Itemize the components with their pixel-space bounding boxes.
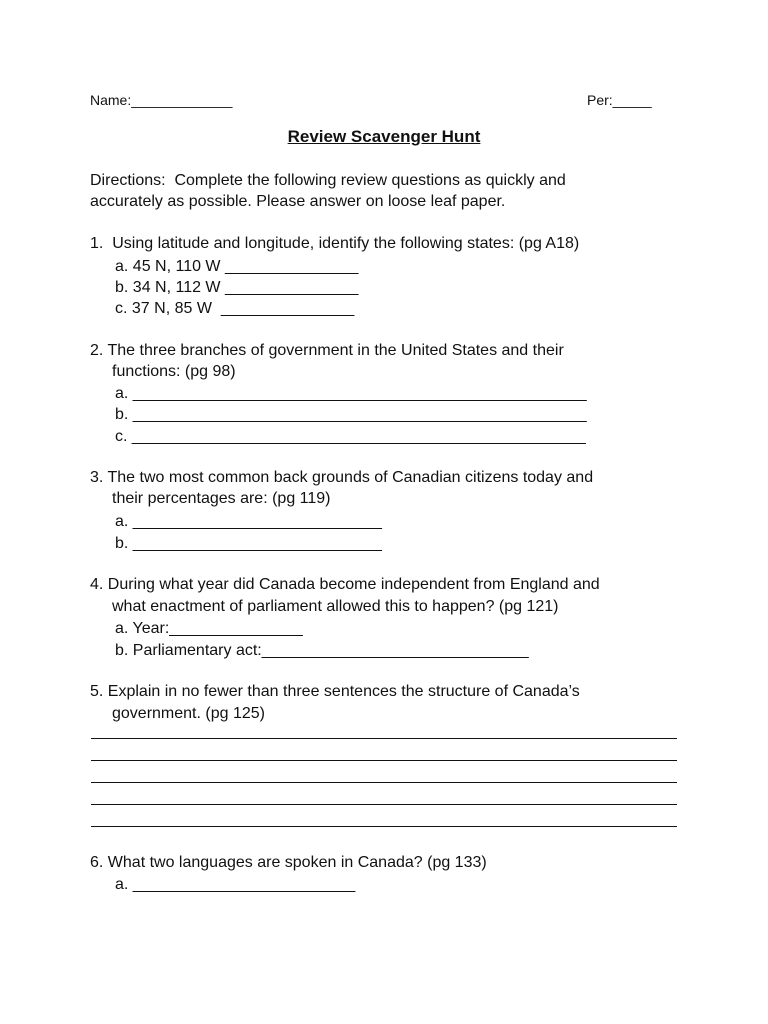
question-2-stem-line-1: 2. The three branches of government in the United States and their [90,342,564,359]
page-title: Review Scavenger Hunt [287,127,481,146]
period-field-label: Per:_____ [587,92,652,108]
question-1-item-b: b. 34 N, 112 W _______________ [115,279,359,296]
question-3-item-a: a. ____________________________ [115,513,382,530]
question-3-stem-line-1: 3. The two most common back grounds of Canadian citizens today and [90,469,594,486]
question-5-stem-line-1: 5. Explain in no fewer than three sentences the structure of Canada’s [90,683,580,700]
question-2-item-a: a. ___________________________________________________ [115,385,587,402]
question-4-item-b: b. Parliamentary act:______________________________ [115,642,529,659]
question-2-item-b: b. ___________________________________________________ [115,406,587,423]
question-3-stem-line-2: their percentages are: (pg 119) [112,490,331,507]
answer-line [91,782,677,783]
question-1-item-c: c. 37 N, 85 W _______________ [115,300,355,317]
question-2-item-c: c. ___________________________________________________ [115,428,586,445]
name-field-label: Name:_____________ [90,92,233,108]
answer-line [91,804,677,805]
question-4-item-a: a. Year:_______________ [115,620,303,637]
question-2-stem-line-2: functions: (pg 98) [112,363,236,380]
question-3-item-b: b. ____________________________ [115,535,382,552]
directions-line-2: accurately as possible. Please answer on loose leaf paper. [90,193,506,210]
question-1-item-a: a. 45 N, 110 W _______________ [115,258,359,275]
answer-line [91,760,677,761]
directions-line-1: Directions: Complete the following review questions as quickly and [90,172,566,189]
question-5-stem-line-2: government. (pg 125) [112,705,265,722]
answer-line [91,738,677,739]
answer-line [91,826,677,827]
question-6-item-a: a. _________________________ [115,876,356,893]
question-6-stem: 6. What two languages are spoken in Canada? (pg 133) [90,854,487,871]
question-4-stem-line-1: 4. During what year did Canada become independent from England and [90,576,600,593]
question-4-stem-line-2: what enactment of parliament allowed this to happen? (pg 121) [112,598,559,615]
question-1-stem: 1. Using latitude and longitude, identify the following states: (pg A18) [90,235,580,252]
